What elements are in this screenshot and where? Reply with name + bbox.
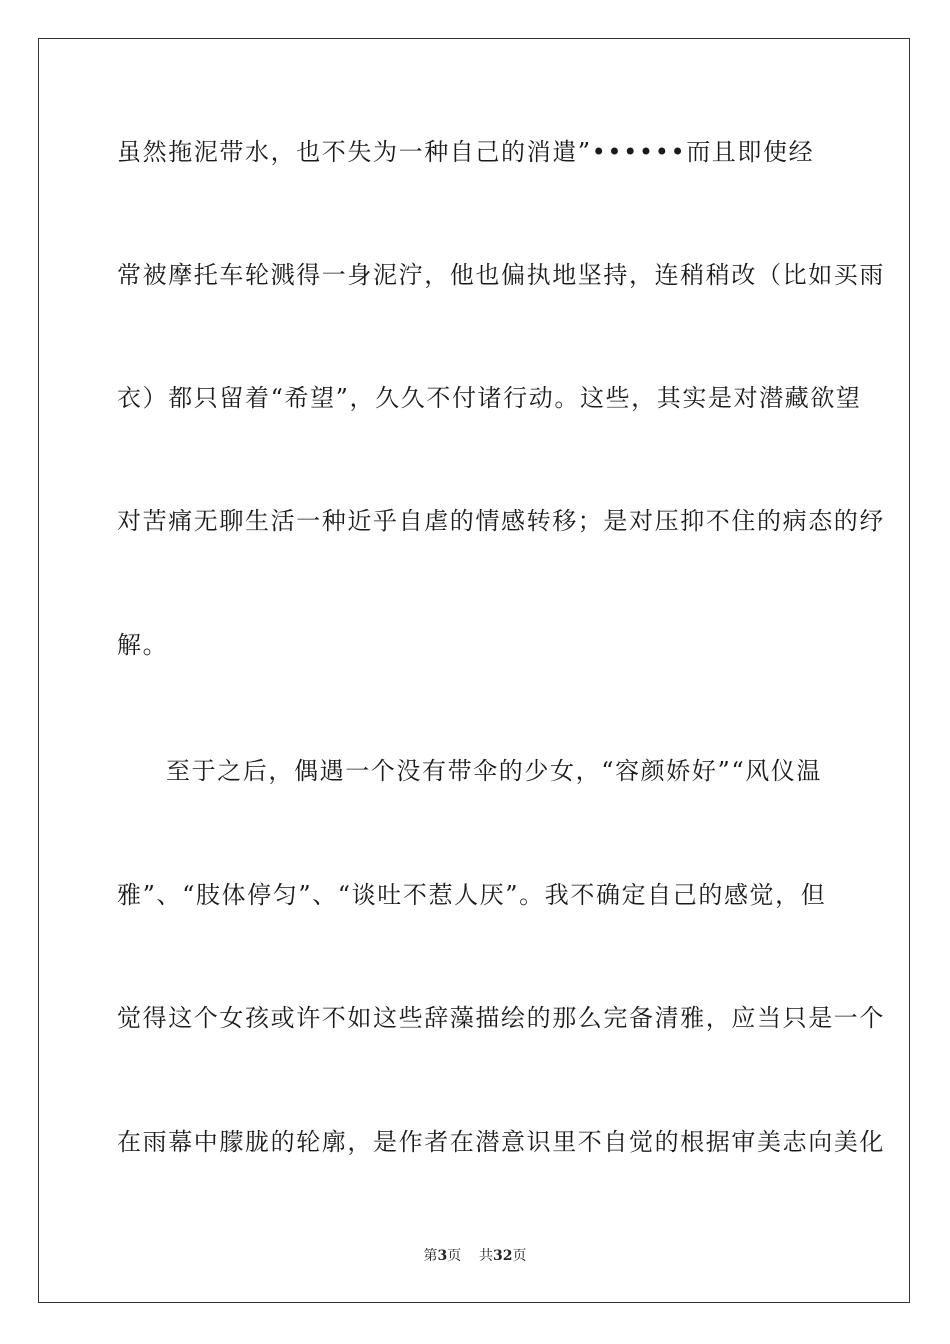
page-footer xyxy=(0,1247,950,1265)
page-border xyxy=(38,38,910,1303)
page-label-suffix: 页 xyxy=(447,1248,462,1264)
text-line-5: 解。 xyxy=(117,631,169,659)
text-line-9: 在雨幕中朦胧的轮廓，是作者在潜意识里不自觉的根据审美志向美化 xyxy=(117,1128,885,1156)
text-line-3: 衣）都只留着“希望”，久久不付诸行动。这些，其实是对潜藏欲望 xyxy=(117,384,862,412)
page-number: 3 xyxy=(437,1248,448,1264)
text-line-7: 雅”、“肢体停匀”、“谈吐不惹人厌”。我不确定自己的感觉，但 xyxy=(117,881,827,909)
total-label-prefix: 共 xyxy=(479,1248,494,1264)
text-line-4: 对苦痛无聊生活一种近乎自虐的情感转移；是对压抑不住的病态的纾 xyxy=(117,507,885,535)
total-pages: 32 xyxy=(493,1248,513,1264)
text-line-2: 常被摩托车轮溅得一身泥泞，他也偏执地坚持，连稍稍改（比如买雨 xyxy=(117,261,885,289)
text-line-6-paragraph-start: 至于之后，偶遇一个没有带伞的少女，“容颜娇好”“风仪温 xyxy=(166,757,823,785)
page-label-prefix: 第 xyxy=(423,1248,438,1264)
text-line-8: 觉得这个女孩或许不如这些辞藻描绘的那么完备清雅，应当只是一个 xyxy=(117,1004,885,1032)
text-line-1: 虽然拖泥带水，也不失为一种自己的消遣”••••••而且即使经 xyxy=(117,138,815,166)
total-label-suffix: 页 xyxy=(512,1248,527,1264)
